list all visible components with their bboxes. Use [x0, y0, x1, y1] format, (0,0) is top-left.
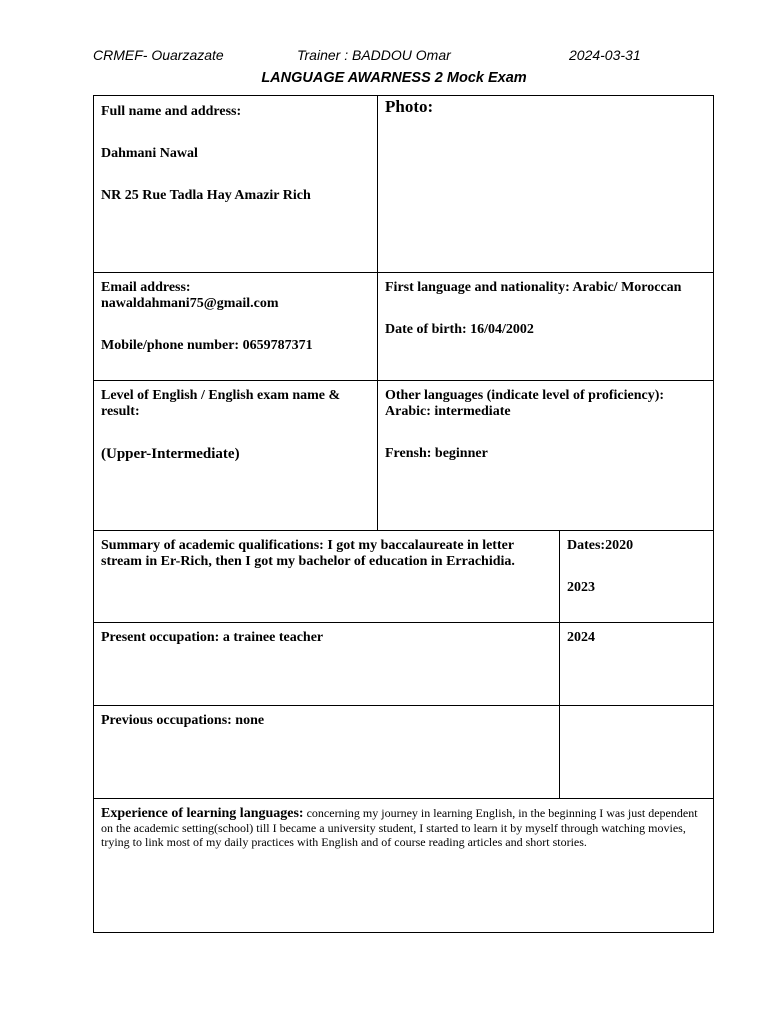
contact-cell: [94, 273, 377, 380]
document-title: LANGUAGE AWARNESS 2 Mock Exam: [261, 70, 527, 86]
present-occupation-cell: [94, 623, 559, 705]
english-level-label: Level of English / English exam name & result:: [101, 388, 341, 419]
institution-name: CRMEF- Ouarzazate: [93, 47, 224, 63]
phone-number: Mobile/phone number: 0659787371: [101, 338, 313, 353]
full-name-value: Dahmani Nawal: [101, 146, 198, 161]
trainer-name: Trainer : BADDOU Omar: [297, 47, 451, 63]
academic-dates-cell: [560, 531, 713, 622]
full-name-label: Full name and address:: [101, 104, 242, 119]
previous-occupations-date-cell: [560, 706, 713, 798]
academic-date-end: 2023: [567, 580, 595, 595]
application-form: [93, 95, 714, 933]
address-value: NR 25 Rue Tadla Hay Amazir Rich: [101, 188, 311, 203]
exam-date: 2024-03-31: [569, 47, 641, 63]
other-language-arabic: Arabic: intermediate: [385, 404, 511, 419]
language-nationality-cell: [378, 273, 713, 380]
experience-text: concerning my journey in learning English, in the beginning I was just dependent on the academic setting(school) till I became a university student, I started to learn it by myself through watching movies, trying to link most of my daily practices with English and of course reading articles and short stories.: [101, 806, 698, 849]
other-language-french: Frensh: beginner: [385, 446, 488, 461]
academic-summary-cell: [94, 531, 559, 622]
academic-summary: Summary of academic qualifications: I got my baccalaureate in letter stream in Er-Rich, then I got my bachelor of education in Errachidia.: [101, 538, 515, 569]
email-label: Email address:: [101, 280, 191, 295]
full-name-cell: [94, 96, 377, 272]
present-occupation: Present occupation: a trainee teacher: [101, 630, 324, 645]
other-languages-cell: [378, 381, 713, 530]
photo-cell: [378, 96, 713, 272]
language-experience-cell: [94, 799, 713, 932]
present-occupation-date-cell: [560, 623, 713, 705]
english-level-cell: [94, 381, 377, 530]
email-value: nawaldahmani75@gmail.com: [101, 296, 279, 311]
first-language: First language and nationality: Arabic/ Moroccan: [385, 280, 682, 295]
page-header: [0, 47, 768, 65]
academic-date-start: Dates:2020: [567, 538, 634, 553]
other-languages-label: Other languages (indicate level of proficiency):: [385, 388, 665, 403]
date-of-birth: Date of birth: 16/04/2002: [385, 322, 534, 337]
experience-label: Experience of learning languages:: [101, 806, 304, 821]
present-occupation-date: 2024: [567, 630, 595, 645]
previous-occupations: Previous occupations: none: [101, 713, 265, 728]
photo-label: Photo:: [385, 97, 434, 116]
previous-occupations-cell: [94, 706, 559, 798]
english-level-value: (Upper-Intermediate): [101, 446, 240, 462]
